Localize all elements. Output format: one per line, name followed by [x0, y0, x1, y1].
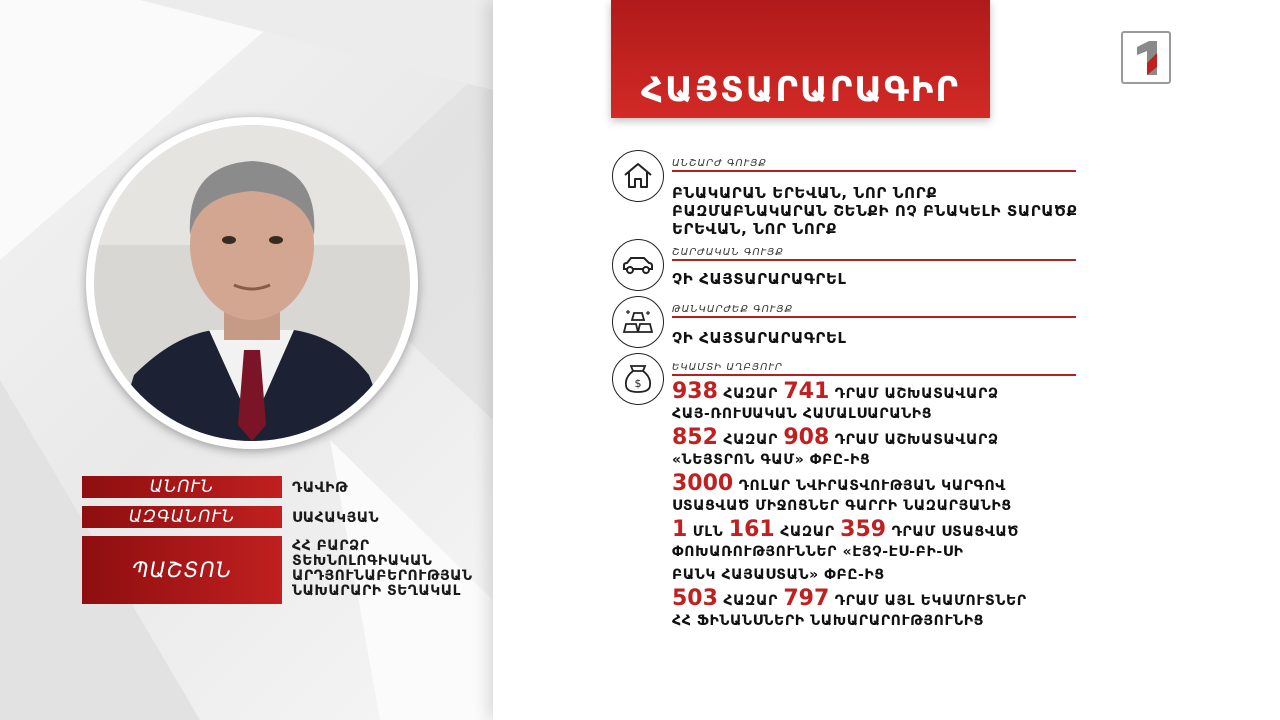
income-text: ՀԱՅ-ՌՈՒՍԱԿԱՆ ՀԱՄԱԼՍԱՐԱՆԻՑ [672, 406, 933, 422]
page-title: ՀԱՅՏԱՐԱՐԱԳԻՐ [640, 70, 961, 110]
position-value [292, 539, 473, 599]
income-item [672, 380, 1092, 426]
income-list [672, 380, 1092, 633]
income-line [672, 426, 1092, 449]
channel-logo [1121, 31, 1171, 84]
section-text [672, 184, 1078, 238]
position-line: ՀՀ ԲԱՐՁՐ [292, 538, 370, 554]
logo-one-icon [1123, 33, 1169, 82]
income-text: ԴՐԱՄ ԱՇԽԱՏԱՎԱՐՁ [829, 386, 999, 402]
income-line [672, 380, 1092, 403]
section-text: ՉԻ ՀԱՅՏԱՐԱՐԱԳՐԵԼ [672, 270, 847, 288]
income-line [672, 610, 1092, 633]
name-value: ԴԱՎԻԹ [292, 480, 349, 496]
income-amount: 908 [783, 425, 830, 450]
income-text: ԴՐԱՄ ԱՅԼ ԵԿԱՄՈՒՏՆԵՐ [829, 593, 1027, 609]
section-heading: ԱՆՇԱՐԺ ԳՈՒՅՔ [672, 158, 1076, 172]
title-banner [611, 0, 990, 118]
income-amount: 852 [672, 425, 718, 450]
gold-bars-icon [612, 296, 664, 348]
section-heading: ԹԱՆԿԱՐԺԵՔ ԳՈՒՅՔ [672, 304, 1076, 318]
income-text: ՀԱԶԱՐ [717, 432, 784, 448]
position-line: ՏԵԽՆՈԼՈԳԻԱԿԱՆ [292, 553, 433, 569]
income-text: ՀԱԶԱՐ [717, 386, 784, 402]
income-text: ՓՈԽԱՌՈՒԹՅՈՒՆՆԵՐ «ԷՅՉ-ԷՍ-ԲԻ-ՍԻ [672, 544, 964, 560]
income-line [672, 541, 1092, 564]
income-text: ՄԼՆ [687, 524, 729, 540]
income-line [672, 564, 1092, 587]
surname-label: ԱԶԳԱՆՈՒՆ [82, 506, 282, 528]
income-amount: 1 [672, 517, 688, 542]
income-line [672, 518, 1092, 541]
income-item [672, 587, 1092, 633]
money-bag-icon [612, 353, 664, 405]
left-panel [0, 0, 493, 720]
income-text: ԲԱՆԿ ՀԱՅԱՍՏԱՆ» ՓԲԸ-ԻՑ [672, 567, 885, 583]
section-heading: ՇԱՐԺԱԿԱՆ ԳՈՒՅՔ [672, 247, 1076, 261]
person-portrait-icon [94, 125, 410, 441]
car-icon [612, 239, 664, 291]
income-text: ԴՐԱՄ ԱՇԽԱՏԱՎԱՐՁ [829, 432, 999, 448]
income-item [672, 472, 1092, 518]
income-text: «ՆԵՅՏՐՈՆ ԳԱՄ» ՓԲԸ-ԻՑ [672, 452, 871, 468]
income-line [672, 472, 1092, 495]
income-amount: 797 [783, 586, 830, 611]
income-line [672, 449, 1092, 472]
income-item [672, 518, 1092, 587]
income-item [672, 426, 1092, 472]
income-text: ՀԱԶԱՐ [774, 524, 841, 540]
income-text: ԴՈԼԱՐ ՆՎԻՐԱՏՎՈՒԹՅԱՆ ԿԱՐԳՈՎ [733, 478, 1006, 494]
income-amount: 161 [728, 517, 775, 542]
position-line: ՆԱԽԱՐԱՐԻ ՏԵՂԱԿԱԼ [292, 583, 461, 599]
income-text: ՀԱԶԱՐ [717, 593, 784, 609]
income-text: ՀՀ ՖԻՆԱՆՍՆԵՐԻ ՆԱԽԱՐԱՐՈՒԹՅՈՒՆԻՑ [672, 613, 985, 629]
surname-value: ՍԱՀԱԿՅԱՆ [292, 510, 380, 526]
text-line: ԲԱԶՄԱԲՆԱԿԱՐԱՆ ՇԵՆՔԻ ՈՉ ԲՆԱԿԵԼԻ ՏԱՐԱԾՔ [672, 202, 1078, 220]
income-text: ՍՏԱՑՎԱԾ ՄԻՋՈՑՆԵՐ ԳԱՐՐԻ ՆԱԶԱՐՅԱՆԻՑ [672, 498, 1012, 514]
house-icon [612, 150, 664, 202]
income-amount: 741 [783, 379, 830, 404]
income-line [672, 495, 1092, 518]
position-line: ԱՐԴՅՈՒՆԱԲԵՐՈՒԹՅԱՆ [292, 568, 473, 584]
portrait-photo [86, 117, 418, 449]
section-text: ՉԻ ՀԱՅՏԱՐԱՐԱԳՐԵԼ [672, 329, 847, 347]
income-amount: 359 [840, 517, 887, 542]
income-amount: 503 [672, 586, 718, 611]
position-label: ՊԱՇՏՈՆ [82, 536, 282, 604]
income-text: ԴՐԱՄ ՍՏԱՑՎԱԾ [886, 524, 1020, 540]
income-line [672, 587, 1092, 610]
section-heading: ԵԿԱՄՏԻ ԱՂԲՅՈՒՐ [672, 362, 1076, 376]
income-line [672, 403, 1092, 426]
name-label: ԱՆՈՒՆ [82, 476, 282, 498]
text-line: ԲՆԱԿԱՐԱՆ ԵՐԵՎԱՆ, ՆՈՐ ՆՈՐՔ [672, 184, 938, 202]
text-line: ԵՐԵՎԱՆ, ՆՈՐ ՆՈՐՔ [672, 220, 838, 238]
income-amount: 938 [672, 379, 718, 404]
svg-text:$: $ [634, 377, 642, 390]
income-amount: 3000 [672, 471, 734, 496]
